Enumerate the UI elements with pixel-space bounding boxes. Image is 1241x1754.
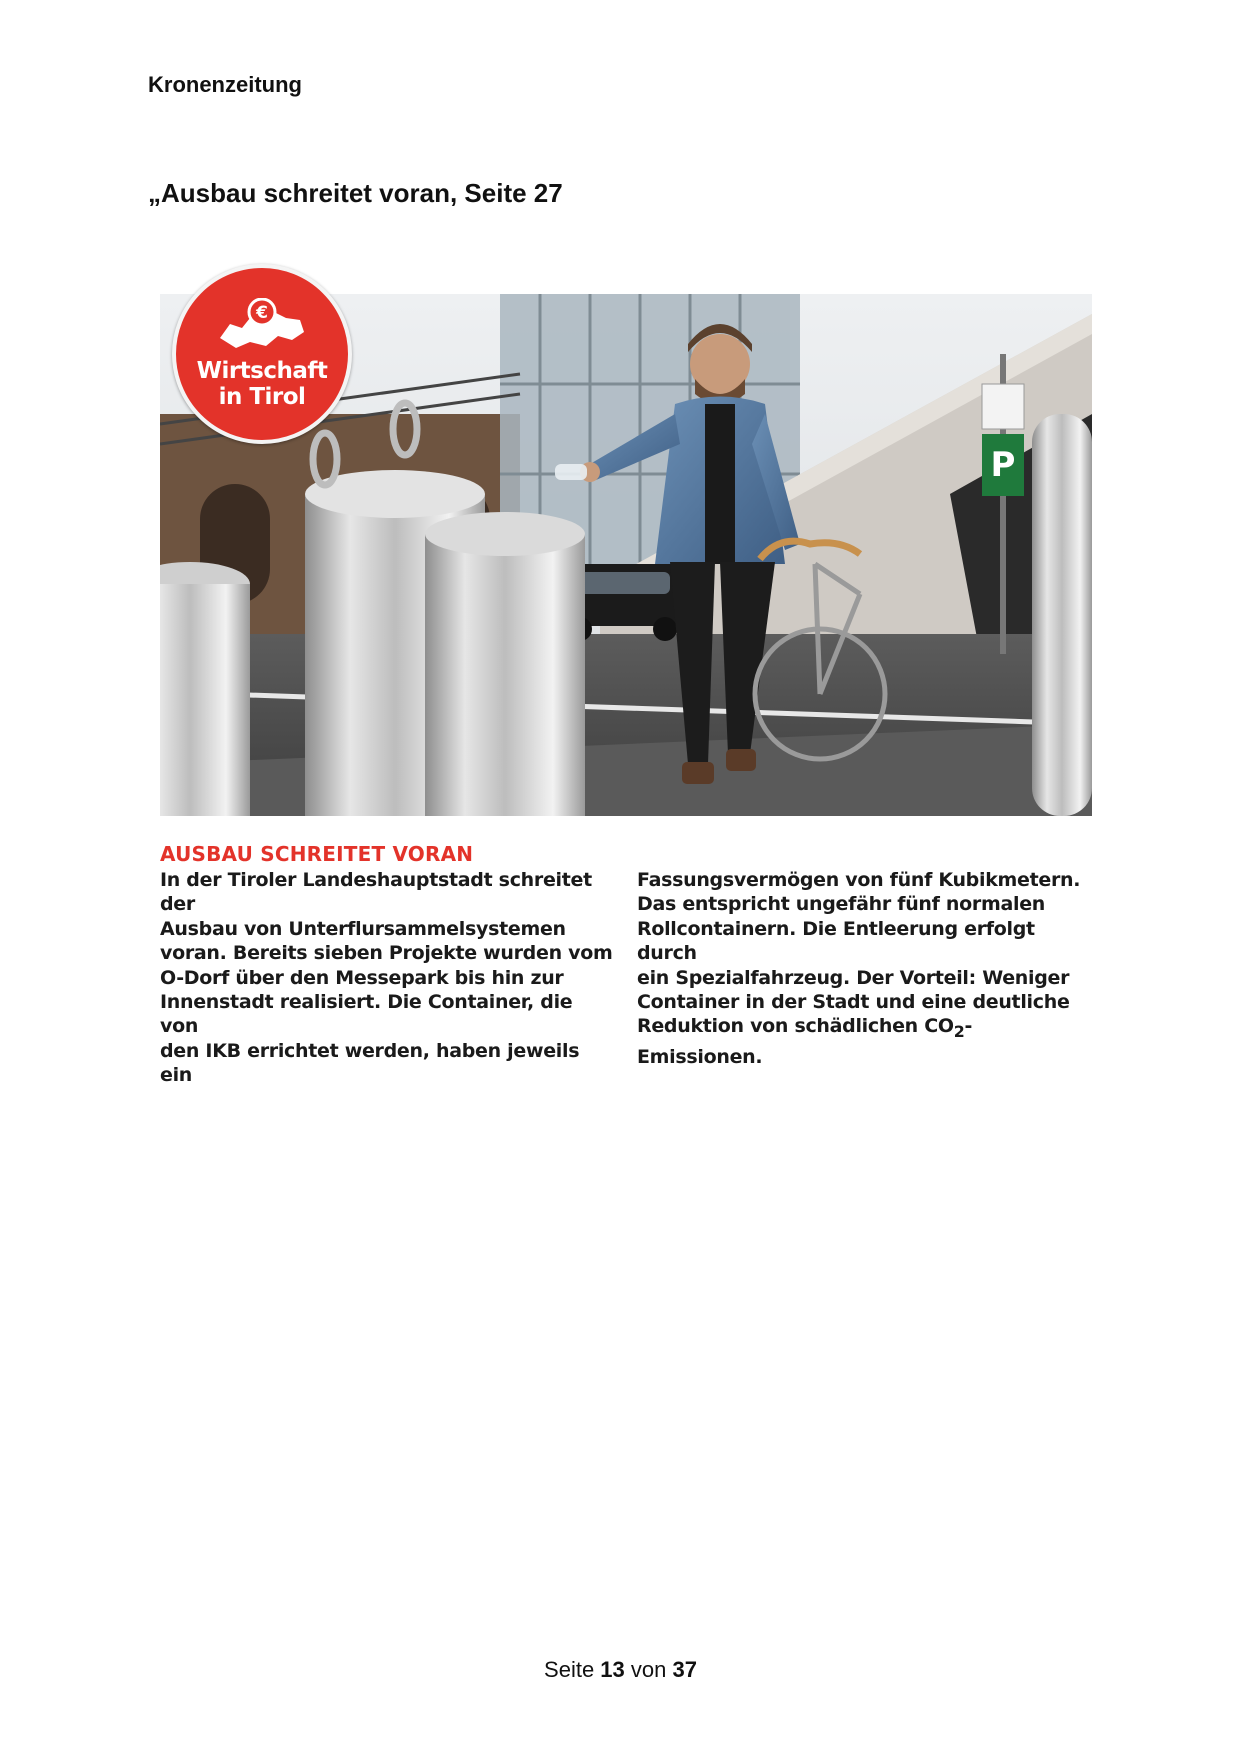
text-line: Ausbau von Unterflursammelsystemen [160, 917, 566, 940]
publication-name: Kronenzeitung [148, 72, 302, 97]
article-headline: „Ausbau schreitet voran, Seite 27 [148, 178, 563, 208]
text-line: den IKB errichtet werden, haben jeweils ein [160, 1039, 580, 1087]
text-line: In der Tiroler Landeshauptstadt schreitet der [160, 869, 592, 916]
text-line: Container in der Stadt und eine deutliche [637, 991, 1070, 1014]
text-line: Innenstadt realisiert. Die Container, die von [160, 991, 573, 1038]
page-prefix: Seite [544, 1657, 601, 1682]
text-line: Fassungsvermögen von fünf Kubikmetern. [637, 869, 1081, 891]
article-column-2 [637, 868, 1092, 1088]
text-segment: -Emissionen. [637, 1015, 973, 1068]
page-middle: von [624, 1657, 673, 1682]
text-line: ein Spezialfahrzeug. Der Vorteil: Weniger [637, 966, 1070, 989]
badge-line-1: Wirtschaft [196, 358, 328, 384]
text-line: voran. Bereits sieben Projekte wurden vom [160, 942, 613, 965]
text-line: Rollcontainern. Die Entleerung erfolgt durch [637, 917, 1035, 965]
page-total: 37 [672, 1657, 697, 1682]
text-line: Das entspricht ungefähr fünf normalen [637, 893, 1046, 916]
article-column-1 [160, 868, 615, 1088]
parking-sign-letter: P [990, 445, 1016, 485]
tirol-map-icon [216, 298, 308, 354]
wirtschaft-tirol-badge [172, 264, 352, 444]
badge-line-2: in Tirol [218, 384, 306, 410]
co2-subscript: 2 [953, 1022, 965, 1042]
article-kicker: AUSBAU SCHREITET VORAN [160, 842, 474, 866]
page-number: 13 [600, 1657, 625, 1682]
svg-text:€: € [256, 303, 268, 323]
text-line-last [637, 1014, 1092, 1069]
text-segment: Reduktion von schädlichen CO [637, 1015, 954, 1038]
page-footer [0, 1657, 1241, 1683]
article-caption [160, 842, 1092, 1088]
text-line: O-Dorf über den Messepark bis hin zur [160, 966, 564, 989]
